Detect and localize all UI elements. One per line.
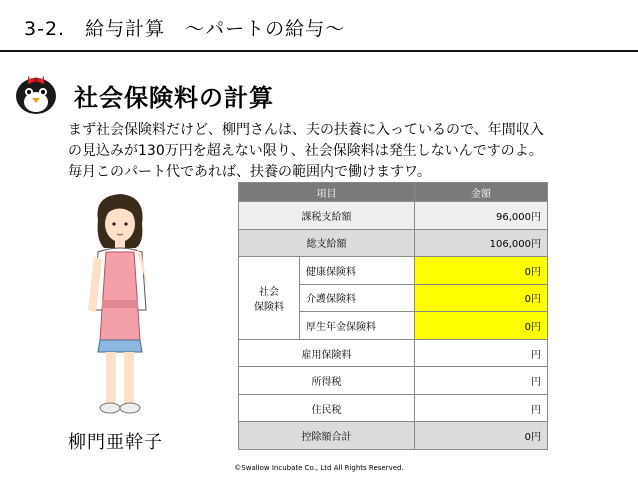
- table-row: [239, 367, 548, 395]
- column-header-item: 項目: [239, 183, 415, 202]
- pension-label: 厚生年金保険料: [300, 312, 415, 340]
- copyright-footer: ©Swallow Incubate Co., Ltd All Rights Reserved.: [234, 464, 404, 472]
- explanation-line: の見込みが130万円を超えない限り、社会保険料は発生しないんですのよ。: [68, 143, 543, 159]
- resident-tax-label: 住民税: [239, 394, 415, 422]
- health-insurance-value: 0円: [415, 257, 548, 285]
- resident-tax-value: 円: [415, 394, 548, 422]
- income-tax-label: 所得税: [239, 367, 415, 395]
- explanation-line: 毎月このパート代であれば、扶養の範囲内で働けますワ。: [68, 164, 431, 180]
- deduction-total-label: 控除額合計: [239, 422, 415, 450]
- gross-label: 総支給額: [239, 229, 415, 257]
- table-row: [239, 229, 548, 257]
- woman-in-apron-illustration: [84, 190, 156, 420]
- pension-value: 0円: [415, 312, 548, 340]
- deduction-total-value: 0円: [415, 422, 548, 450]
- employment-insurance-value: 円: [415, 339, 548, 367]
- health-insurance-label: 健康保険料: [300, 257, 415, 285]
- gross-value: 106,000円: [415, 229, 548, 257]
- table-header-row: [239, 183, 548, 202]
- table-row: [239, 257, 548, 285]
- deduction-table: [238, 182, 548, 450]
- taxable-value: 96,000円: [415, 202, 548, 230]
- page-header: [0, 0, 638, 52]
- section-title: 社会保険料の計算: [74, 84, 274, 112]
- employment-insurance-label: 雇用保険料: [239, 339, 415, 367]
- care-insurance-label: 介護保険料: [300, 284, 415, 312]
- column-header-amount: 金額: [415, 183, 548, 202]
- table-row: [239, 202, 548, 230]
- table-row: [239, 339, 548, 367]
- header-divider: [0, 50, 638, 52]
- person-name: 柳門亜幹子: [68, 432, 163, 453]
- care-insurance-value: 0円: [415, 284, 548, 312]
- explanation-line: まず社会保険料だけど、柳門さんは、夫の扶養に入っているので、年間収入: [68, 122, 544, 138]
- bird-mascot-icon: [8, 62, 64, 118]
- taxable-label: 課税支給額: [239, 202, 415, 230]
- table-row: [239, 394, 548, 422]
- social-insurance-group-label: 社会 保険料: [239, 257, 300, 340]
- header-title: 3-2. 給与計算 ～パートの給与～: [24, 18, 346, 40]
- explanation-text: [68, 120, 628, 183]
- income-tax-value: 円: [415, 367, 548, 395]
- table-row: [239, 422, 548, 450]
